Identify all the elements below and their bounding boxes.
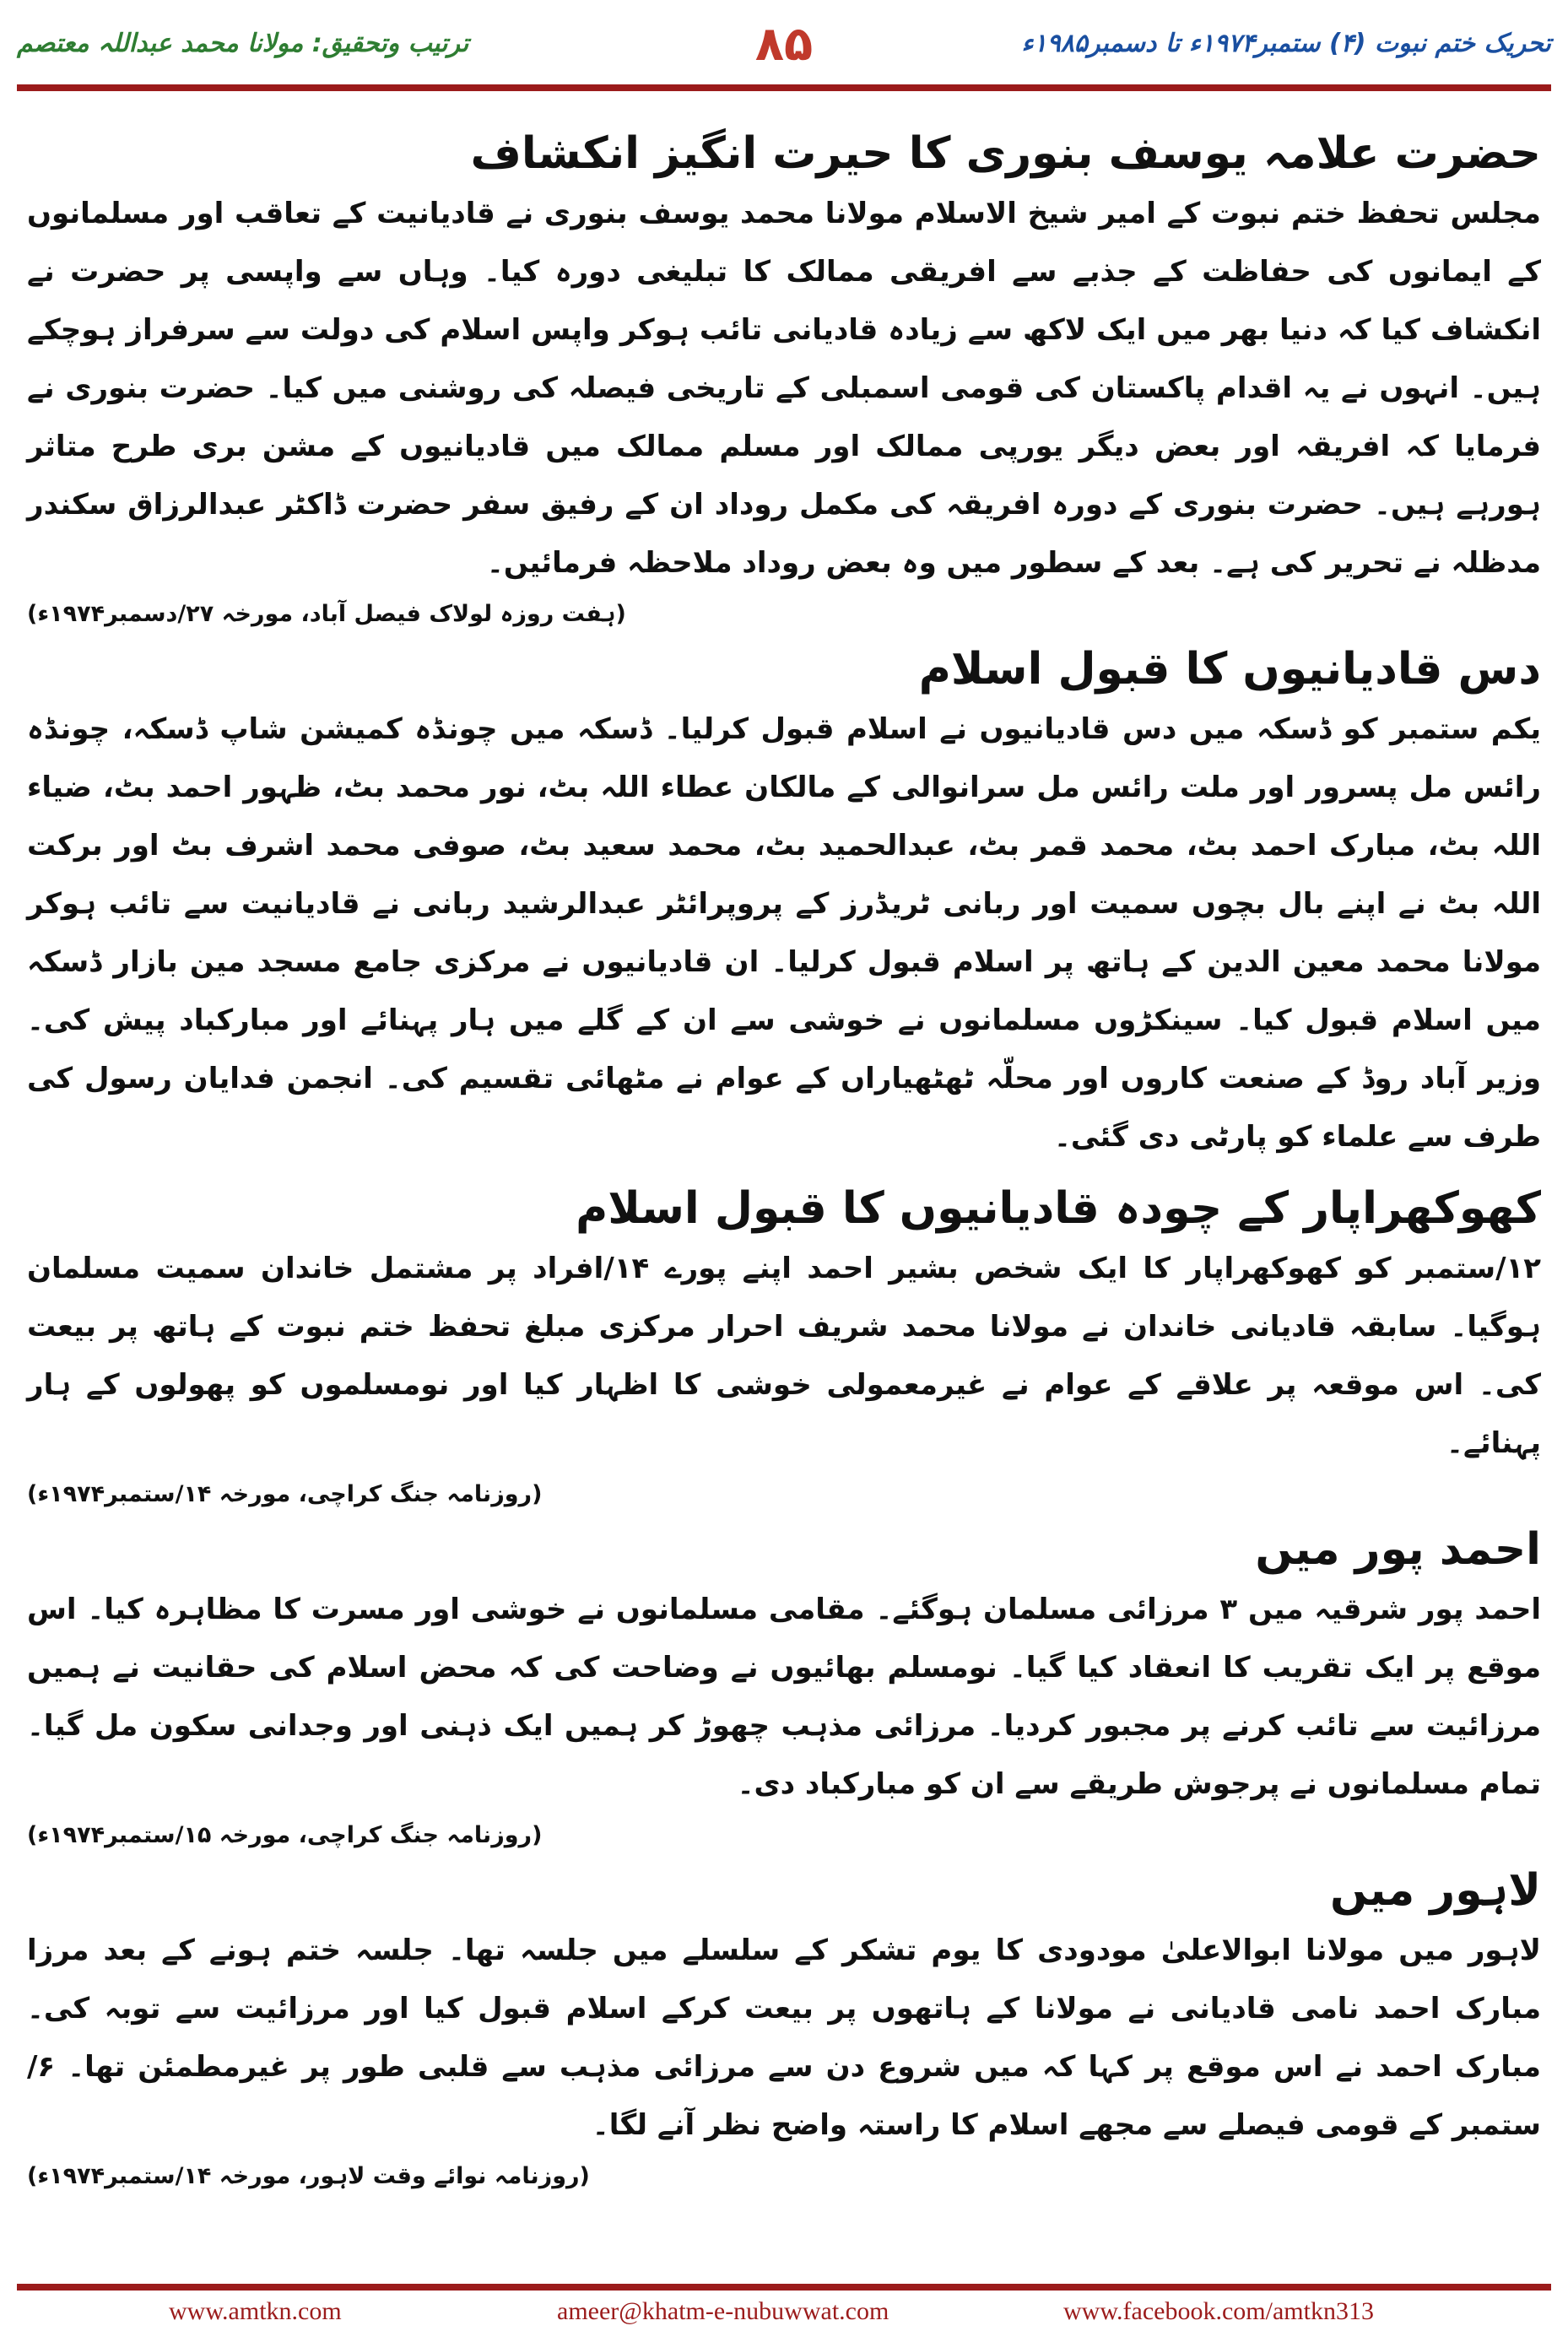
section-heading: دس قادیانیوں کا قبول اسلام	[918, 644, 1541, 695]
section-heading: کھوکھراپار کے چودہ قادیانیوں کا قبول اسلام	[576, 1183, 1541, 1234]
section-khokhrapar	[27, 1182, 1541, 1507]
source-reference: (روزنامہ جنگ کراچی، مورخہ ۱۴/ستمبر۱۹۷۴ء)	[27, 1481, 543, 1507]
footer-rule	[17, 2284, 1551, 2291]
section-heading: احمد پور میں	[1255, 1524, 1541, 1575]
page-content	[27, 127, 1541, 2204]
section-heading: لاہور میں	[1329, 1865, 1541, 1916]
section-body: ۱۲/ستمبر کو کھوکھراپار کا ایک شخص بشیر احمد اپنے پورے ۱۴/افراد پر مشتمل خاندان سمیت مسلمان ہوگیا۔ سابقہ قادیانی خاندان نے مولانا محمد شریف احرار مرکزی مبلغ تحفظ ختم نبوت کے ہاتھ پر بیعت کی۔ اس موقعہ پر علاقے کے عوام نے غیرمعمولی خوشی کا اظہار کیا اور نومسلموں کو پھولوں کے ہار پہنائے۔	[27, 1252, 1541, 1460]
section-daska	[27, 642, 1541, 1166]
section-ahmadpur	[27, 1523, 1541, 1848]
book-title: تحریک ختم نبوت (۴) ستمبر۱۹۷۴ء تا دسمبر۱۹۸۵ء	[1021, 29, 1551, 58]
compiler-credit: ترتیب وتحقیق: مولانا محمد عبداللہ معتصم	[17, 29, 469, 58]
section-lahore	[27, 1863, 1541, 2189]
facebook-link[interactable]: www.facebook.com/amtkn313	[1063, 2297, 1374, 2325]
page-footer	[0, 2297, 1568, 2331]
section-heading: حضرت علامہ یوسف بنوری کا حیرت انگیز انکشاف	[470, 128, 1541, 179]
section-body: یکم ستمبر کو ڈسکہ میں دس قادیانیوں نے اسلام قبول کرلیا۔ ڈسکہ میں چونڈہ کمیشن شاپ ڈسکہ، چونڈہ رائس مل پسرور اور ملت رائس مل سرانوالی کے مالکان عطاء اللہ بٹ، نور محمد بٹ، ظہور احمد بٹ، ضیاء اللہ بٹ، مبارک احمد بٹ، محمد قمر بٹ، عبدالحمید بٹ، محمد سعید بٹ، صوفی محمد اشرف بٹ اور برکت اللہ بٹ نے اپنے بال بچوں سمیت اور ربانی ٹریڈرز کے پروپرائٹر عبدالرشید ربانی نے قادیانیت سے تائب ہوکر مولانا محمد معین الدین کے ہاتھ پر اسلام قبول کرلیا۔ ان قادیانیوں نے مرکزی جامع مسجد مین بازار ڈسکہ میں اسلام قبول کیا۔ سینکڑوں مسلمانوں نے خوشی سے ان کے گلے میں ہار پہنائے اور مبارکباد پیش کی۔ وزیر آباد روڈ کے صنعت کاروں اور محلّہ ٹھٹھیاراں کے عوام نے مٹھائی تقسیم کی۔ انجمن فدایان رسول کی طرف سے علماء کو پارٹی دی گئی۔	[27, 712, 1541, 1154]
page-header	[0, 0, 1568, 84]
section-body: احمد پور شرقیہ میں ۳ مرزائی مسلمان ہوگئے۔ مقامی مسلمانوں نے خوشی اور مسرت کا مظاہرہ کیا۔ اس موقع پر ایک تقریب کا انعقاد کیا گیا۔ نومسلم بھائیوں نے وضاحت کی کہ محض اسلام کی حقانیت نے ہمیں مرزائیت سے تائب کرنے پر مجبور کردیا۔ مرزائی مذہب چھوڑ کر ہمیں ایک ذہنی اور وجدانی سکون مل گیا۔ تمام مسلمانوں نے پرجوش طریقے سے ان کو مبارکباد دی۔	[27, 1593, 1541, 1801]
section-body: لاہور میں مولانا ابوالاعلیٰ مودودی کا یوم تشکر کے سلسلے میں جلسہ تھا۔ جلسہ ختم ہونے کے بعد مرزا مبارک احمد نامی قادیانی نے مولانا کے ہاتھوں پر بیعت کرکے اسلام قبول کیا اور مرزائیت سے توبہ کی۔ مبارک احمد نے اس موقع پر کہا کہ میں شروع دن سے مرزائی مذہب سے قلبی طور پر غیرمطمئن تھا۔ ۶/ستمبر کے قومی فیصلے سے مجھے اسلام کا راستہ واضح نظر آنے لگا۔	[27, 1934, 1541, 2142]
source-reference: (ہفت روزہ لولاک فیصل آباد، مورخہ ۲۷/دسمبر۱۹۷۴ء)	[27, 601, 626, 627]
page-number: ۸۵	[754, 17, 814, 72]
header-rule	[17, 84, 1551, 91]
source-reference: (روزنامہ نوائے وقت لاہور، مورخہ ۱۴/ستمبر۱۹۷۴ء)	[27, 2163, 590, 2189]
website-link[interactable]: www.amtkn.com	[169, 2297, 342, 2325]
section-body: مجلس تحفظ ختم نبوت کے امیر شیخ الاسلام مولانا محمد یوسف بنوری نے قادیانیت کے تعاقب اور مسلمانوں کے ایمانوں کی حفاظت کے جذبے سے افریقی ممالک کا تبلیغی دورہ کیا۔ وہاں سے واپسی پر حضرت نے انکشاف کیا کہ دنیا بھر میں ایک لاکھ سے زیادہ قادیانی تائب ہوکر واپس اسلام کی دولت سے سرفراز ہوچکے ہیں۔ انہوں نے یہ اقدام پاکستان کی قومی اسمبلی کے تاریخی فیصلہ کی روشنی میں کیا۔ حضرت بنوری نے فرمایا کہ افریقہ اور بعض دیگر یورپی ممالک اور مسلم ممالک میں قادیانیوں کے مشن بری طرح متاثر ہورہے ہیں۔ حضرت بنوری کے دورہ افریقہ کی مکمل روداد ان کے رفیق سفر حضرت ڈاکٹر عبدالرزاق سکندر مدظلہ نے تحریر کی ہے۔ بعد کے سطور میں وہ بعض روداد ملاحظہ فرمائیں۔	[27, 197, 1541, 580]
source-reference: (روزنامہ جنگ کراچی، مورخہ ۱۵/ستمبر۱۹۷۴ء)	[27, 1822, 543, 1848]
section-banuri	[27, 127, 1541, 627]
email-link[interactable]: ameer@khatm-e-nubuwwat.com	[557, 2297, 889, 2325]
